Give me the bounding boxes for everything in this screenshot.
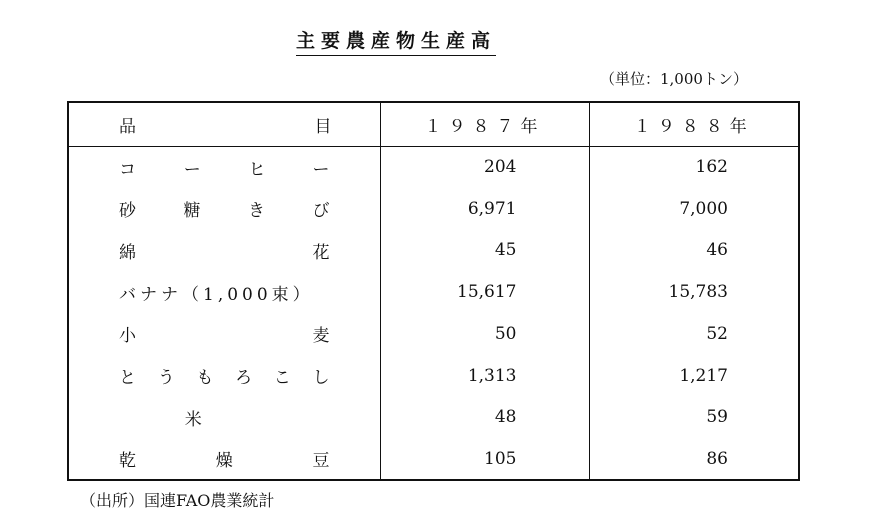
item-name: 綿花 xyxy=(119,242,332,263)
value-1988: 52 xyxy=(589,313,799,355)
value-1987: 50 xyxy=(380,313,589,355)
value-1988: 46 xyxy=(589,230,799,272)
value-1988: 86 xyxy=(589,438,799,480)
item-name: 小麦 xyxy=(119,326,332,347)
table-row xyxy=(68,188,799,230)
item-name: バナナ（1,000束） xyxy=(119,284,314,305)
item-name: 乾燥豆 xyxy=(119,451,332,472)
table-row xyxy=(68,397,799,439)
item-name: とうもろこし xyxy=(119,368,332,389)
source-note: （出所）国連FAO農業統計 xyxy=(80,491,275,510)
value-1988: 1,217 xyxy=(589,355,799,397)
value-1987: 105 xyxy=(380,438,589,480)
item-name: 米 xyxy=(184,409,204,430)
table-row xyxy=(68,355,799,397)
value-1988: 162 xyxy=(589,146,799,188)
table-row xyxy=(68,438,799,480)
value-1988: 15,783 xyxy=(589,271,799,313)
table-row xyxy=(68,230,799,272)
table-row xyxy=(68,146,799,188)
value-1987: 204 xyxy=(380,146,589,188)
production-table xyxy=(67,101,800,481)
value-1987: 45 xyxy=(380,230,589,272)
value-1987: 1,313 xyxy=(380,355,589,397)
item-name: コーヒー xyxy=(119,159,332,180)
value-1987: 6,971 xyxy=(380,188,589,230)
column-header-1987: １９８７年 xyxy=(380,102,589,146)
table-row xyxy=(68,271,799,313)
document-title: 主要農産物生産高 xyxy=(296,26,496,56)
table-row xyxy=(68,313,799,355)
unit-note: （単位：1,000トン） xyxy=(600,70,748,88)
value-1987: 48 xyxy=(380,397,589,439)
table-header-row xyxy=(68,102,799,146)
value-1987: 15,617 xyxy=(380,271,589,313)
value-1988: 7,000 xyxy=(589,188,799,230)
column-header-item: 品目 xyxy=(68,102,380,146)
value-1988: 59 xyxy=(589,397,799,439)
column-header-1988: １９８８年 xyxy=(589,102,799,146)
item-name: 砂糖きび xyxy=(119,201,332,222)
